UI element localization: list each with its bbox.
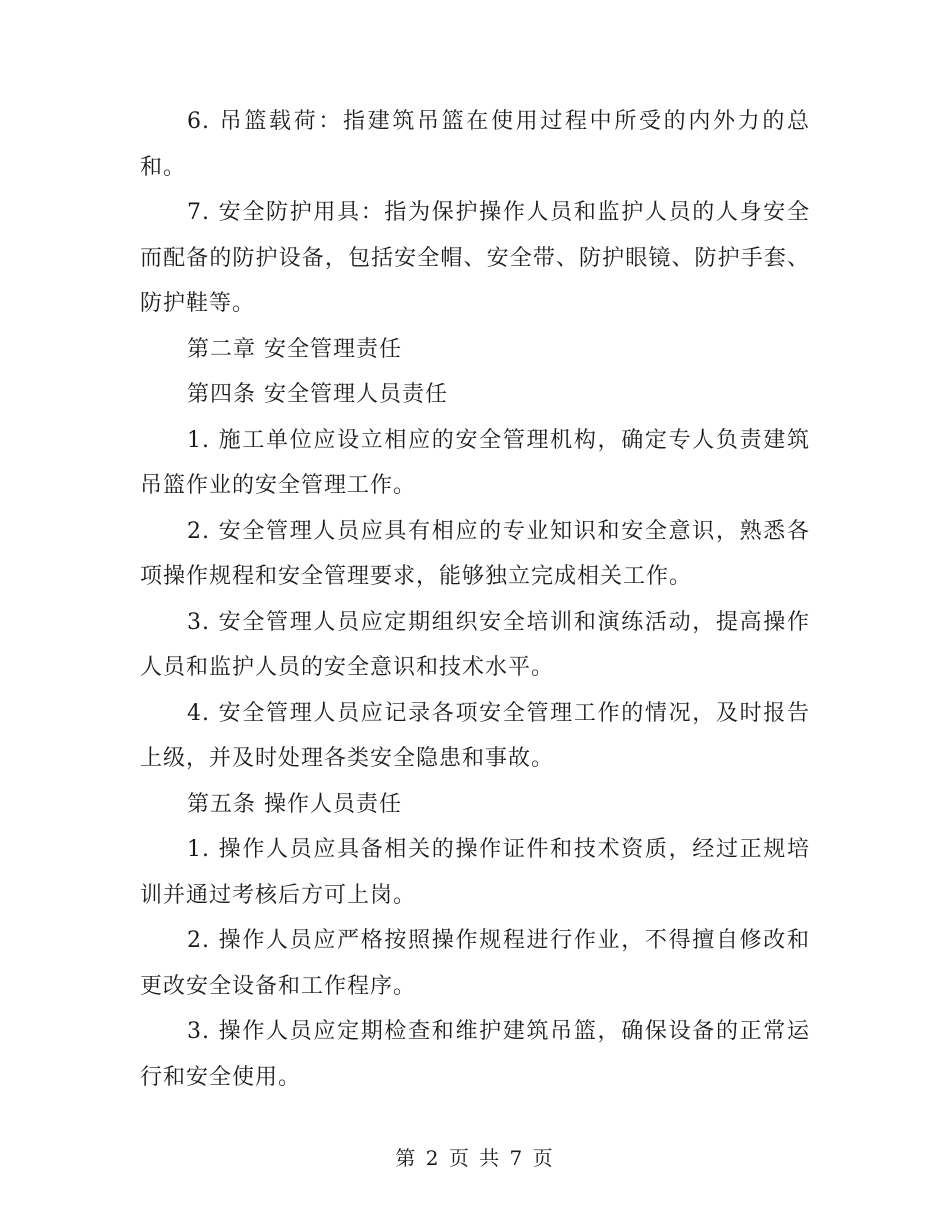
paragraph-article4-item-1: 1. 施工单位应设立相应的安全管理机构，确定专人负责建筑吊篮作业的安全管理工作。 bbox=[140, 427, 810, 498]
paragraph-article5-item-1: 1. 操作人员应具备相关的操作证件和技术资质，经过正规培训并通过考核后方可上岗。 bbox=[140, 837, 810, 908]
article-heading-5: 第五条 操作人员责任 bbox=[187, 791, 402, 817]
article-heading-4: 第四条 安全管理人员责任 bbox=[187, 382, 448, 407]
paragraph-item-7-protective-gear: 7. 安全防护用具：指为保护操作人员和监护人员的人身安全而配备的防护设备，包括安全帽、安全带、防护眼镜、防护手套、防护鞋等。 bbox=[140, 200, 810, 316]
paragraph-article4-item-2: 2. 安全管理人员应具有相应的专业知识和安全意识，熟悉各项操作规程和安全管理要求，能够独立完成相关工作。 bbox=[140, 518, 810, 589]
paragraph-article4-item-3: 3. 安全管理人员应定期组织安全培训和演练活动，提高操作人员和监护人员的安全意识和技术水平。 bbox=[140, 609, 810, 680]
paragraph-article5-item-3: 3. 操作人员应定期检查和维护建筑吊篮，确保设备的正常运行和安全使用。 bbox=[140, 1019, 810, 1090]
document-body bbox=[140, 99, 810, 1100]
paragraph-article4-item-4: 4. 安全管理人员应记录各项安全管理工作的情况，及时报告上级，并及时处理各类安全隐患和事故。 bbox=[140, 700, 810, 771]
paragraph-item-6-load: 6. 吊篮载荷：指建筑吊篮在使用过程中所受的内外力的总和。 bbox=[140, 109, 810, 180]
chapter-heading: 第二章 安全管理责任 bbox=[187, 336, 402, 362]
page-footer: 第 2 页 共 7 页 bbox=[395, 1146, 555, 1170]
paragraph-article5-item-2: 2. 操作人员应严格按照操作规程进行作业，不得擅自修改和更改安全设备和工作程序。 bbox=[140, 928, 810, 999]
